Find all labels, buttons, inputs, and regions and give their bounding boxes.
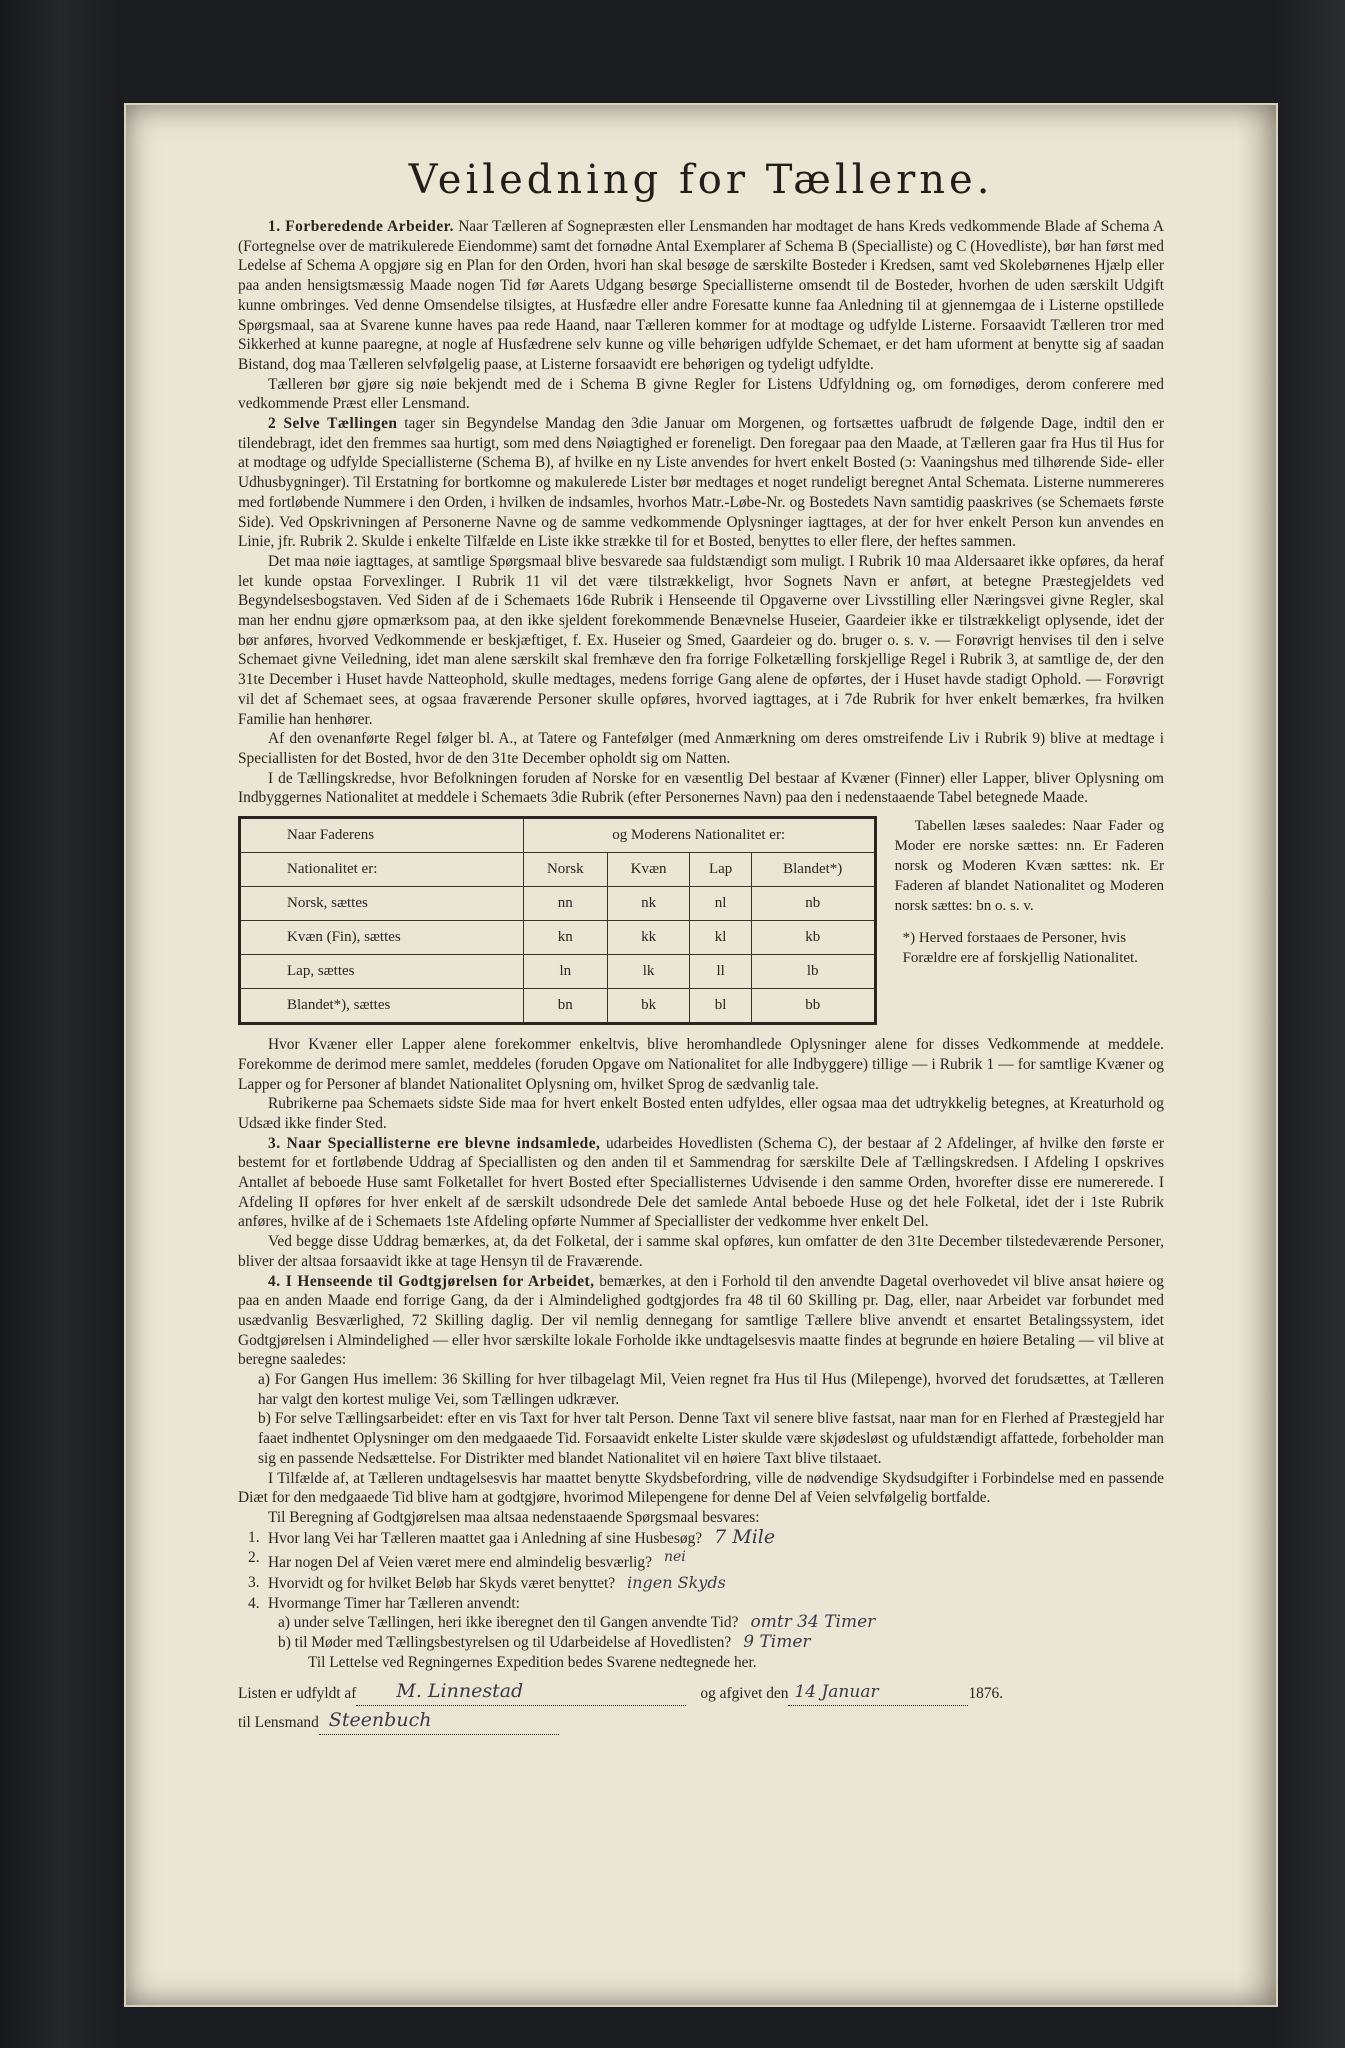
section-1-text: Naar Tælleren af Sognepræsten eller Lensmanden har modtaget de hans Kreds vedkommende Blade af Schema A (Fortegnelse over de matrikulerede Eiendomme) samt det fornødne Antal Exemplarer af Schema B (Specialliste) og C (Hovedliste), bør han først med Ledelse af Schema A opgjøre sig en Plan for den Orden, hvori han skal besøge de særskilte Bosteder i Kredsen, samt ved Skolebørnenes Hjælp eller paa anden hensigtsmæssig Maade nogen Tid før Aarets Udgang besørge Speciallisterne omsendt til de Bosteder, hvorhen de uden særskilt Udgift kunne ombringes. Ved denne Omsendelse tilsigtes, at Husfædre eller andre Foresatte kunne faa Anledning til at gjennemgaa de i Listerne opstillede Spørgsmaal, saa at Svarene kunne haves paa rede Haand, naar Tælleren kommer for at modtage og udfylde Listerne. Forsaavidt Tælleren tror med Sikkerhed at kunne paaregne, at nogle af Husfædrene selv kunne og ville behørigen udfylde Schemaet, er det ham uforment at benytte sig af saadan Bistand, dog maa Tælleren selvfølgelig paase, at Listerne forsaavidt ere behørigen og tydeligt udfyldte. bbox=[238, 218, 1164, 373]
afgivet-label: og afgivet den bbox=[700, 1684, 789, 1702]
table-explanation-text: Tabellen læses saaledes: Naar Fader og Moder ere norske sættes: nn. Er Faderen norsk og Moderen Kvæn sættes: nk. Er Faderen af blandet Nationalitet og Moderen norsk sættes: bn o. s. v. bbox=[894, 818, 1164, 915]
question-text: Hvor lang Vei har Tælleren maattet gaa i Anledning af sine Husbesøg? bbox=[268, 1529, 703, 1547]
table-row bbox=[240, 989, 876, 1024]
handwritten-answer: ingen Skyds bbox=[627, 1573, 726, 1593]
nationality-table-block bbox=[238, 816, 1164, 1025]
table-footnote: *) Herved forstaaes de Personer, hvis Forældre ere af forskjellig Nationalitet. bbox=[902, 930, 1138, 967]
table-cell: kn bbox=[523, 921, 607, 955]
question-text: a) under selve Tællingen, heri ikke iberegnet den til Gangen anvendte Tid? bbox=[278, 1614, 739, 1632]
section-2-heading: 2 Selve Tællingen bbox=[268, 415, 398, 433]
table-group-header: og Moderens Nationalitet er: bbox=[523, 818, 875, 853]
table-col-header: Norsk bbox=[523, 853, 607, 887]
table-col-header: Blandet*) bbox=[751, 853, 875, 887]
table-corner-bottom: Nationalitet er: bbox=[240, 853, 524, 887]
table-cell: bk bbox=[607, 989, 690, 1024]
table-cell: bl bbox=[690, 989, 751, 1024]
section-4-paragraph-4: Til Beregning af Godtgjørelsen maa altsaa nedenstaaende Spørgsmaal besvares: bbox=[268, 1508, 760, 1526]
section-1-heading: 1. Forberedende Arbeider. bbox=[268, 218, 454, 235]
section-2-text: tager sin Begyndelse Mandag den 3die Januar om Morgenen, og fortsættes uafbrudt de følgende Dage, indtil den er tilendebragt, idet den fremmes saa hurtigt, som med dens Nøiagtighed er foreneligt. Den foregaar paa den Maade, at Tælleren gaar fra Hus til Hus for at modtage og udfylde Speciallisterne (Schema B), af hvilke en ny Liste anvendes for hvert enkelt Bosted (ɔ: Vaaningshus med tilhørende Side- eller Udhusbygninger). Til Erstatning for bortkomne og makulerede Lister bør medtages et noget rundeligt beregnet Antal Schemata. Listerne nummereres med fortløbende Nummere i den Orden, i hvilken de indsamles, hvorhos Matr.-Løbe-Nr. og Bostedets Navn samtidig paaskrives (se Schemaets første Side). Ved Opskrivningen af Personerne Navne og de samme vedkommende Oplysninger iagttages, at der for hver enkelt Person kun anvendes en Linie, jfr. Rubrik 2. Skulde i enkelte Tilfælde en Liste ikke strække til for et Bosted, benyttes to eller flere, der heftes sammen. bbox=[238, 415, 1164, 551]
handwritten-answer: nei bbox=[663, 1549, 686, 1566]
question-number: 3. bbox=[248, 1574, 260, 1592]
table-row bbox=[240, 955, 876, 989]
question-text: Hvormange Timer har Tælleren anvendt: bbox=[268, 1594, 520, 1612]
section-4-text: bemærkes, at den i Forhold til den anvendte Dagetal overhovedet vil blive ansat høiere og paa en anden Maade end forrige Gang, da der i Almindelighed godtgjordes fra 48 til 60 Skilling pr. Dag, eller, naar Arbeidet var forbundet med usædvanlig Besværlighed, 72 Skilling daglig. Der vil nemlig dennegang for samtlige Tællere blive anvendt et ensartet Betalingssystem, idet Godtgjørelsen i Almindelighed — eller hvor særskilte lokale Forholde ikke undtagelsesvis maatte findes at begrunde en høiere Betaling — vil blive at beregne saaledes: bbox=[238, 1272, 1165, 1369]
table-cell: lk bbox=[607, 955, 690, 989]
table-cell: ln bbox=[523, 955, 607, 989]
question-number: 2. bbox=[248, 1549, 260, 1567]
table-col-header: Kvæn bbox=[607, 853, 690, 887]
question-text: Hvorvidt og for hvilket Beløb har Skyds været benyttet? bbox=[268, 1575, 616, 1593]
list-item bbox=[238, 1633, 1164, 1653]
after-table-paragraph-2: Rubrikerne paa Schemaets sidste Side maa for hvert enkelt Bosted enten udfyldes, eller ogsaa maa det udtrykkelig betegnes, at Kreaturhold og Udsæd ikke finder Sted. bbox=[238, 1095, 1164, 1132]
table-cell: bn bbox=[523, 989, 607, 1024]
handwritten-answer: 7 Mile bbox=[714, 1525, 776, 1548]
page-title: Veiledning for Tællerne. bbox=[408, 157, 994, 203]
page-edge-shadow bbox=[1236, 105, 1276, 2005]
question-number: 1. bbox=[248, 1528, 260, 1546]
section-1-paragraph-2: Tælleren bør gjøre sig nøie bekjendt med de i Schema B givne Regler for Listens Udfyldning og, om fornødiges, derom conferere med vedkommende Præst eller Lensmand. bbox=[238, 375, 1164, 413]
section-3-paragraph bbox=[238, 1134, 1164, 1233]
signature-line-2 bbox=[238, 1708, 1164, 1735]
list-item bbox=[238, 1613, 1164, 1633]
table-row bbox=[240, 887, 876, 921]
table-cell: lb bbox=[751, 955, 875, 989]
listen-label: Listen er udfyldt af bbox=[238, 1684, 357, 1702]
table-row-label: Kvæn (Fin), sættes bbox=[240, 921, 524, 955]
question-number: 4. bbox=[248, 1594, 260, 1612]
list-item bbox=[238, 1548, 1164, 1573]
table-row bbox=[240, 921, 876, 955]
question-text: b) til Møder med Tællingsbestyrelsen og til Udarbeidelse af Hovedlisten? bbox=[278, 1634, 732, 1652]
table-col-header: Lap bbox=[690, 853, 751, 887]
table-cell: kb bbox=[751, 921, 875, 955]
document-page bbox=[126, 105, 1276, 2005]
table-cell: ll bbox=[690, 955, 751, 989]
section-2-paragraph-3: Af den ovenanførte Regel følger bl. A., at Tatere og Fantefølger (med Anmærkning om deres omstreifende Liv i Rubrik 9) blive at medtage i Speciallisten for det Bosted, hvor de den 31te December opholdt sig om Natten. bbox=[238, 730, 1164, 767]
signature-line-1 bbox=[238, 1679, 1164, 1706]
list-item bbox=[238, 1573, 1164, 1594]
til-label: til Lensmand bbox=[238, 1713, 319, 1731]
table-cell: nk bbox=[607, 887, 690, 921]
handwritten-date: 14 Januar bbox=[794, 1681, 879, 1702]
table-cell: kk bbox=[607, 921, 690, 955]
afgivet-date bbox=[788, 1680, 968, 1706]
handwritten-name: Steenbuch bbox=[328, 1708, 432, 1731]
section-2-paragraph bbox=[238, 414, 1164, 552]
handwritten-name: M. Linnestad bbox=[396, 1679, 524, 1702]
page-content bbox=[238, 157, 1164, 1735]
til-signature bbox=[319, 1708, 559, 1735]
table-corner-top: Naar Faderens bbox=[240, 818, 524, 853]
table-cell: kl bbox=[690, 921, 751, 955]
section-3-heading: 3. Naar Speciallisterne ere blevne indsamlede, bbox=[268, 1134, 601, 1152]
year: 1876. bbox=[968, 1684, 1004, 1702]
section-3-paragraph-2: Ved begge disse Uddrag bemærkes, at, da det Folketal, der i samme skal opføres, kun omfatter de den 31te December tilstedeværende Personer, bliver der altsaa forsaavidt ikke at tage Hensyn til de Fraværende. bbox=[238, 1233, 1164, 1270]
section-4-item-a: a) For Gangen Hus imellem: 36 Skilling for hver tilbagelagt Mil, Veien regnet fra Hus til Hus (Milepenge), hvorved det forudsættes, at Tælleren har valgt den kortest mulige Vei, som Tællingen udkræver. bbox=[258, 1371, 1164, 1408]
handwritten-answer: omtr 34 Timer bbox=[750, 1612, 876, 1633]
after-table-paragraph-1: Hvor Kvæner eller Lapper alene forekommer enkeltvis, blive heromhandlede Oplysninger alene for disses Vedkommende at meddele. Forekomme de derimod mere samlet, meddeles (foruden Opgave om Nationalitet for alle Indbyggere) tillige — i Rubrik 1 — for samtlige Kvæner og Lapper og for Personer af blandet Nationalitet Oplysning om, hvilket Sprog de sædvanlig tale. bbox=[238, 1036, 1164, 1093]
table-cell: nb bbox=[751, 887, 875, 921]
table-row-label: Blandet*), sættes bbox=[240, 989, 524, 1024]
list-item bbox=[238, 1525, 1164, 1549]
question-text: Har nogen Del af Veien været mere end almindelig besværlig? bbox=[268, 1554, 652, 1572]
listen-signature bbox=[356, 1679, 686, 1706]
section-3-text: udarbeides Hovedlisten (Schema C), der bestaar af 2 Afdelinger, af hvilke den første er bestemt for et fortløbende Uddrag af Speciallisten og den anden til et Sammendrag for særskilte Dele af Tællingskredsen. I Afdeling I opskrives Antallet af beboede Huse samt Folketallet for hvert Bosted efter Speciallisternes Udvisende i den samme Orden, hvorefter disse ere numererede. I Afdeling II opføres for hver enkelt af de særskilt udsondrede Dele det samlede Antal beboede Huse og det hele Folketal, idet der i 1ste Rubrik anføres, hvilke af de i Schemaets 1ste Afdeling opførte Nummer af Speciallister der vedkomme hver enkelt Del. bbox=[238, 1134, 1164, 1231]
question-list bbox=[238, 1525, 1164, 1653]
table-cell: bb bbox=[751, 989, 875, 1024]
table-row-label: Norsk, sættes bbox=[240, 887, 524, 921]
nationality-table bbox=[238, 816, 877, 1025]
section-4-paragraph-3: I Tilfælde af, at Tælleren undtagelsesvis har maattet benytte Skydsbefordring, ville de nødvendige Skydsudgifter i Forbindelse med en passende Diæt for den medgaaede Tid blive ham at godtgjøre, hvorimod Milepengene for denne Del af Veien selvfølgelig bortfalde. bbox=[238, 1469, 1164, 1507]
section-2-paragraph-2: Det maa nøie iagttages, at samtlige Spørgsmaal blive besvarede saa fuldstændigt som muligt. I Rubrik 10 maa Aldersaaret ikke opføres, da heraf let kunde opstaa Forvexlinger. I Rubrik 11 vil det være tilstrækkeligt, hvor Sognets Navn er anført, at betegne Præstegjeldets ved Begyndelsesbogstaven. Ved Siden af de i Schemaets 16de Rubrik i Henseende til Opgaverne over Livsstilling eller Næringsvei givne Regler, skal man her endnu gjøre opmærksom paa, at den ikke sjeldent forekommende Benævnelse Huseier, Gaardeier ikke er tilstrækkeligt oplysende, idet der bør anføres, hvorved Vedkommende er beskjæftiget, f. Ex. Huseier og Smed, Gaardeier og do. bruger o. s. v. — Forøvrigt henvises til den i selve Schemaet givne Veiledning, idet man alene særskilt skal fremhæve den fra forrige Folketælling forskjellige Regel i Rubrik 3, at samtlige de, der den 31te December i Huset havde Natteophold, skulle medtages, medens forrige Gang alene de opførtes, der i Huset havde stadigt Ophold. — Forøvrigt vil det af Schemaet sees, at ogsaa fraværende Personer skulle opføres, hvorved iagttages, at i 7de Rubrik for hver enkelt bemærkes, fra hvilken Familie han henhører. bbox=[238, 552, 1164, 728]
table-cell: nl bbox=[690, 887, 751, 921]
section-2-paragraph-4: I de Tællingskredse, hvor Befolkningen foruden af Norske for en væsentlig Del bestaar af Kvæner (Finner) eller Lapper, bliver Oplysning om Indbyggernes Nationalitet at meddele i Schemaets 3die Rubrik (efter Personernes Navn) paa den i nedenstaaende Tabel betegnede Maade. bbox=[238, 769, 1164, 807]
list-item bbox=[238, 1594, 1164, 1614]
section-4-paragraph bbox=[238, 1272, 1164, 1371]
section-4-item-b: b) For selve Tællingsarbeidet: efter en vis Taxt for hver talt Person. Denne Taxt vil senere blive fastsat, naar man for en Flerhed af Præstegjeld har faaet indhentet Oplysninger om den medgaaede Tid. Forsaavidt enkelte Lister skulde være skjødesløst og ufuldstændigt affattede, forbeholder man sig en passende Nedsættelse. For Distrikter med blandet Nationalitet vil en høiere Taxt blive tilstaaet. bbox=[258, 1410, 1164, 1467]
section-4-heading: 4. I Henseende til Godtgjørelsen for Arbeidet, bbox=[268, 1272, 595, 1290]
handwritten-answer: 9 Timer bbox=[743, 1632, 811, 1653]
section-1-paragraph bbox=[238, 217, 1164, 375]
table-explanation bbox=[895, 816, 1164, 1025]
table-row-label: Lap, sættes bbox=[240, 955, 524, 989]
table-cell: nn bbox=[523, 887, 607, 921]
closing-note: Til Lettelse ved Regningernes Expedition bedes Svarene nedtegnede her. bbox=[308, 1653, 757, 1671]
